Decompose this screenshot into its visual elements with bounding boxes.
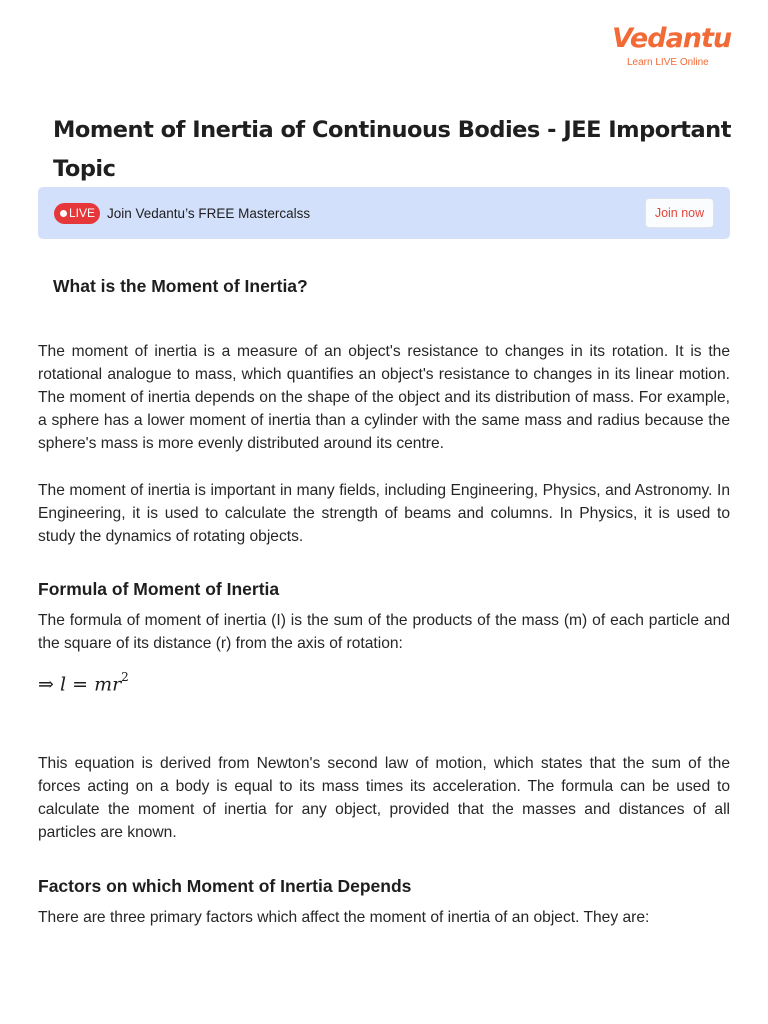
section-heading-factors: Factors on which Moment of Inertia Depends [38,876,412,896]
logo-tagline: Learn LIVE Online [627,57,709,68]
paragraph-importance: The moment of inertia is important in many fields, including Engineering, Physics, and Astronomy. In Engineering, it is used to calculate the strength of beams and columns. In Physics, it is used to study the dynamics of rotating objects. [38,482,730,545]
section-heading-what-is: What is the Moment of Inertia? [53,276,308,296]
formula-rhs-base: mr [94,673,122,696]
logo-wordmark: Vedantu [612,23,732,54]
formula-exponent: 2 [121,670,129,684]
vedantu-logo[interactable] [612,20,732,72]
paragraph-formula-intro: The formula of moment of inertia (I) is the sum of the products of the mass (m) of each particle and the square of its distance (r) from the axis of rotation: [38,612,730,652]
live-label: LIVE [69,206,96,220]
live-badge [54,203,100,224]
moment-of-inertia-formula [38,666,129,697]
masterclass-banner [38,187,730,239]
paragraph-definition: The moment of inertia is a measure of an object's resistance to changes in its rotation. It is the rotational analogue to mass, which quantifies an object's resistance to changes in its linear motion. The moment of inertia depends on the shape of the object and its distribution of mass. For example, a sphere has a lower moment of inertia than a cylinder with the same mass and radius because the sphere's mass is more evenly distributed around its centre. [38,343,730,452]
page-title: Moment of Inertia of Continuous Bodies - JEE Important Topic [53,117,731,182]
formula-lhs: l [59,673,67,696]
paragraph-factors-intro: There are three primary factors which affect the moment of inertia of an object. They are: [38,909,650,926]
paragraph-formula-derivation: This equation is derived from Newton's second law of motion, which states that the sum of the forces acting on a body is equal to its mass times its acceleration. The formula can be used to calculate the moment of inertia for any object, provided that the masses and distances of all particles are known. [38,755,730,841]
implies-arrow-icon: ⇒ [38,673,54,696]
banner-text: Join Vedantu’s FREE Mastercalss [107,206,311,221]
join-now-button[interactable]: Join now [645,198,714,228]
formula-equals: = [72,673,89,696]
live-dot-icon [60,210,67,217]
section-heading-formula: Formula of Moment of Inertia [38,579,280,599]
